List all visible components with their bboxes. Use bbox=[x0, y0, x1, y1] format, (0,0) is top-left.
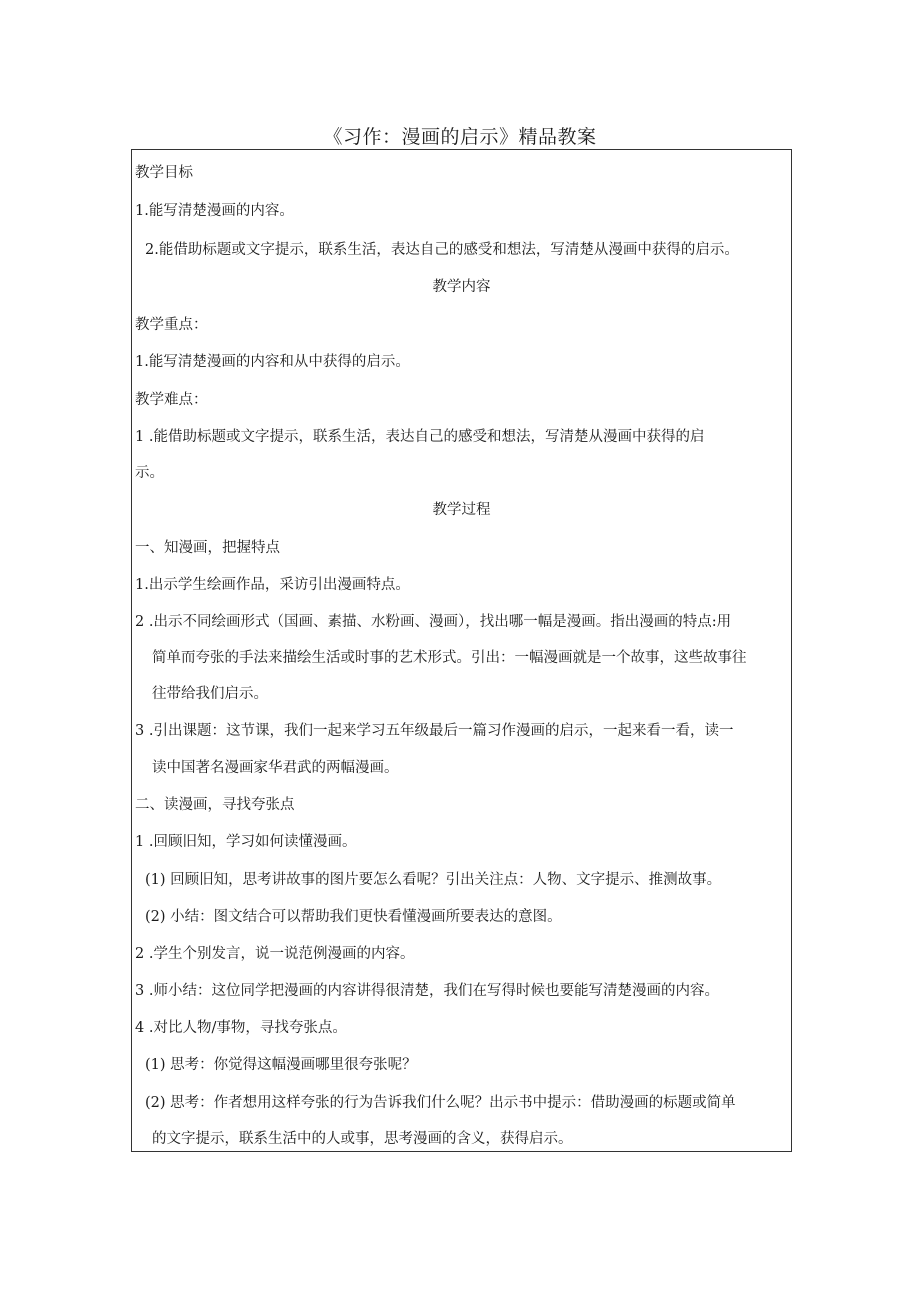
key-point-item-1: 1.能写清楚漫画的内容和从中获得的启示。 bbox=[135, 354, 410, 370]
difficult-point-item-1: 1 .能借助标题或文字提示，联系生活，表达自己的感受和想法，写清楚从漫画中获得的启 bbox=[135, 429, 705, 445]
objectives-heading: 教学目标 bbox=[135, 165, 193, 181]
section-1-item-3-cont: 读中国著名漫画家华君武的两幅漫画。 bbox=[152, 760, 399, 776]
section-2-item-4-sub-2: (2) 思考：作者想用这样夸张的行为告诉我们什么呢？出示书中提示：借助漫画的标题或简单 bbox=[145, 1095, 736, 1111]
section-1-item-2: 2 .出示不同绘画形式（国画、素描、水粉画、漫画），找出哪一幅是漫画。指出漫画的特点:用 bbox=[135, 614, 732, 630]
section-2-item-3: 3 .师小结：这位同学把漫画的内容讲得很清楚，我们在写得时候也要能写清楚漫画的内容。 bbox=[135, 983, 719, 999]
difficult-points-heading: 教学难点： bbox=[135, 392, 208, 408]
objective-item-1: 1.能写清楚漫画的内容。 bbox=[135, 203, 294, 219]
section-2-item-1: 1 .回顾旧知，学习如何读懂漫画。 bbox=[135, 834, 357, 850]
section-1-item-3: 3 .引出课题：这节课，我们一起来学习五年级最后一篇习作漫画的启示，一起来看一看，读一 bbox=[135, 723, 734, 739]
section-2-item-4: 4 .对比人物/事物，寻找夸张点。 bbox=[135, 1020, 347, 1036]
process-heading: 教学过程 bbox=[432, 502, 491, 518]
content-heading: 教学内容 bbox=[432, 279, 491, 295]
key-points-heading: 教学重点： bbox=[135, 317, 208, 333]
objective-item-2: 2.能借助标题或文字提示，联系生活，表达自己的感受和想法，写清楚从漫画中获得的启示。 bbox=[145, 242, 739, 258]
section-2-item-2: 2 .学生个别发言，说一说范例漫画的内容。 bbox=[135, 946, 415, 962]
section-2-item-1-sub-2: (2) 小结：图文结合可以帮助我们更快看懂漫画所要表达的意图。 bbox=[145, 909, 562, 925]
section-1-heading: 一、知漫画，把握特点 bbox=[135, 540, 280, 556]
section-1-item-2-cont2: 往带给我们启示。 bbox=[152, 686, 268, 702]
difficult-point-item-1-cont: 示。 bbox=[135, 465, 164, 481]
section-2-item-1-sub-1: (1) 回顾旧知，思考讲故事的图片要怎么看呢？引出关注点：人物、文字提示、推测故事。 bbox=[145, 872, 722, 888]
section-2-item-4-sub-2-cont: 的文字提示，联系生活中的人或事，思考漫画的含义，获得启示。 bbox=[152, 1131, 573, 1147]
section-1-item-1: 1.出示学生绘画作品，采访引出漫画特点。 bbox=[135, 577, 410, 593]
section-2-heading: 二、读漫画，寻找夸张点 bbox=[135, 797, 295, 813]
section-2-item-4-sub-1: (1) 思考：你觉得这幅漫画哪里很夸张呢？ bbox=[145, 1057, 417, 1073]
section-1-item-2-cont: 简单而夸张的手法来描绘生活或时事的艺术形式。引出：一幅漫画就是一个故事，这些故事往 bbox=[152, 650, 747, 666]
document-title: 《习作：漫画的启示》精品教案 bbox=[323, 126, 597, 148]
